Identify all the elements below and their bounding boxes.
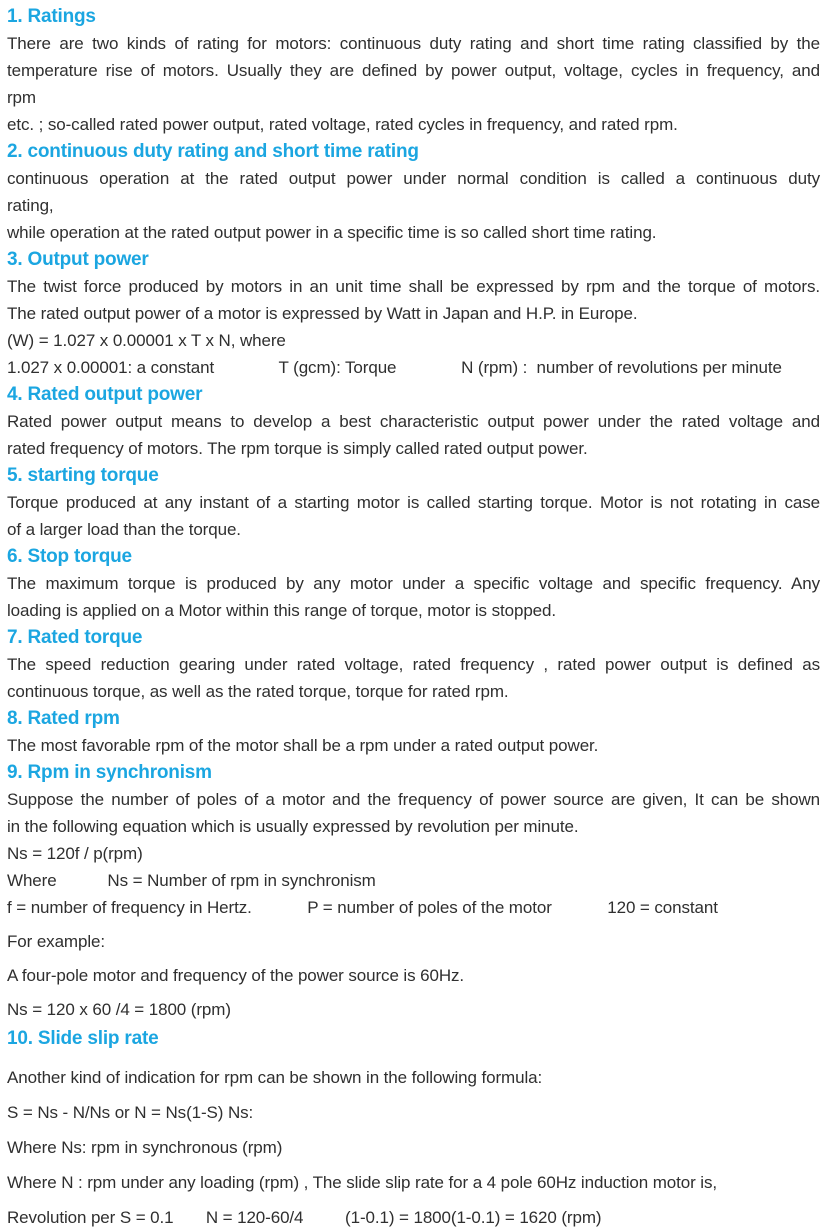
text-line: rating, [7, 196, 54, 215]
section-heading: 9. Rpm in synchronism [7, 762, 212, 783]
text-line: 1.027 x 0.00001: a constant T (gcm): Torque N (rpm) : number of revolutions per minute [7, 358, 782, 377]
text-line: rpm [7, 88, 36, 107]
text-line: Revolution per S = 0.1 N = 120-60/4 (1-0.1) = 1800(1-0.1) = 1620 (rpm) [7, 1208, 602, 1227]
section-heading: 8. Rated rpm [7, 708, 120, 729]
text-line: Where Ns: rpm in synchronous (rpm) [7, 1138, 283, 1157]
text-line: f = number of frequency in Hertz. P = number of poles of the motor 120 = constant [7, 898, 718, 917]
text-line: temperature rise of motors. Usually they are defined by power output, voltage, cycles in frequency, and [7, 61, 820, 80]
text-line: rated frequency of motors. The rpm torque is simply called rated output power. [7, 439, 588, 458]
sections-container [7, 3, 820, 1231]
section-heading: 2. continuous duty rating and short time rating [7, 141, 419, 162]
text-line: The rated output power of a motor is expressed by Watt in Japan and H.P. in Europe. [7, 304, 638, 323]
text-line: Torque produced at any instant of a starting motor is called starting torque. Motor is not rotating in case [7, 493, 820, 512]
section-heading: 7. Rated torque [7, 627, 143, 648]
text-line: Where Ns = Number of rpm in synchronism [7, 871, 376, 890]
text-line: Rated power output means to develop a best characteristic output power under the rated voltage and [7, 412, 820, 431]
text-line: S = Ns - N/Ns or N = Ns(1-S) Ns: [7, 1103, 254, 1122]
section-heading: 5. starting torque [7, 465, 159, 486]
text-line: The speed reduction gearing under rated voltage, rated frequency , rated power output is defined as [7, 655, 820, 674]
text-line: The twist force produced by motors in an unit time shall be expressed by rpm and the torque of motors. [7, 277, 820, 296]
text-line: etc. ; so-called rated power output, rated voltage, rated cycles in frequency, and rated rpm. [7, 115, 678, 134]
section-heading: 6. Stop torque [7, 546, 132, 567]
section-heading: 4. Rated output power [7, 384, 203, 405]
section-heading: 10. Slide slip rate [7, 1028, 159, 1049]
text-line: For example: [7, 932, 106, 951]
text-line: There are two kinds of rating for motors: continuous duty rating and short time rating classified by the [7, 34, 820, 53]
text-line: The maximum torque is produced by any motor under a specific voltage and specific frequency. Any [7, 574, 820, 593]
text-line: The most favorable rpm of the motor shall be a rpm under a rated output power. [7, 736, 599, 755]
text-line: Ns = 120f / p(rpm) [7, 844, 143, 863]
text-line: Where N : rpm under any loading (rpm) , The slide slip rate for a 4 pole 60Hz induction motor is, [7, 1173, 717, 1192]
text-line: A four-pole motor and frequency of the power source is 60Hz. [7, 966, 465, 985]
section-heading: 3. Output power [7, 249, 149, 270]
text-line: Ns = 120 x 60 /4 = 1800 (rpm) [7, 1000, 231, 1019]
text-line: while operation at the rated output power in a specific time is so called short time rating. [7, 223, 657, 242]
section-heading: 1. Ratings [7, 6, 96, 27]
text-line: (W) = 1.027 x 0.00001 x T x N, where [7, 331, 286, 350]
text-line: Suppose the number of poles of a motor and the frequency of power source are given, It can be shown [7, 790, 820, 809]
text-line: of a larger load than the torque. [7, 520, 241, 539]
text-line: in the following equation which is usually expressed by revolution per minute. [7, 817, 579, 836]
text-line: loading is applied on a Motor within this range of torque, motor is stopped. [7, 601, 557, 620]
text-line: Another kind of indication for rpm can be shown in the following formula: [7, 1068, 543, 1087]
text-line: continuous operation at the rated output power under normal condition is called a continuous duty [7, 169, 820, 188]
text-line: continuous torque, as well as the rated torque, torque for rated rpm. [7, 682, 509, 701]
